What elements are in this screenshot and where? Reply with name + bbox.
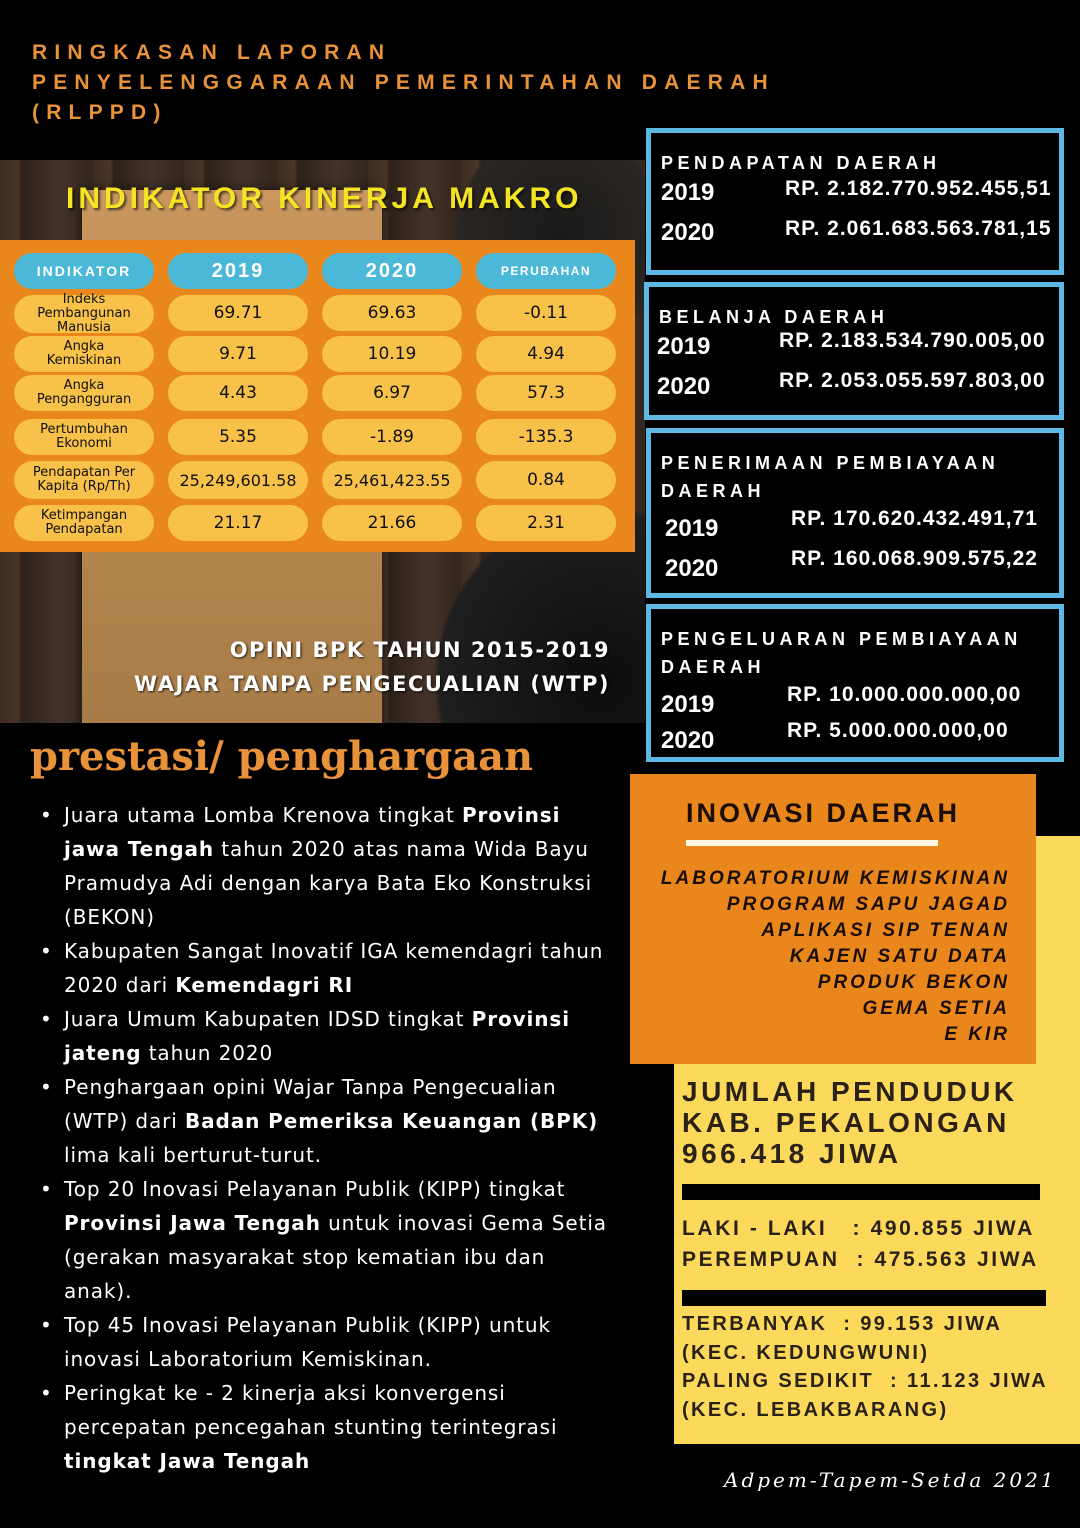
finance-row-2019 xyxy=(661,681,1049,717)
finance-row-2019 xyxy=(661,177,1052,217)
bullet-icon: • xyxy=(40,939,53,963)
finance-box-pendapatan xyxy=(646,128,1064,275)
prestasi-text: tahun 2020 xyxy=(141,1041,274,1065)
inovasi-list xyxy=(661,866,1010,1048)
finance-box-penerimaan-pembiayaan xyxy=(646,428,1064,598)
prestasi-item xyxy=(38,1172,618,1308)
row-ipm-2020: 69.63 xyxy=(322,295,462,331)
finance-year: 2019 xyxy=(665,515,719,542)
penduduk-title-line-1: JUMLAH PENDUDUK xyxy=(682,1076,1018,1107)
finance-row-2020 xyxy=(661,545,1049,585)
indikator-title: INDIKATOR KINERJA MAKRO xyxy=(66,182,583,215)
prestasi-text: Kabupaten Sangat Inovatif IGA kemendagri tahun 2020 dari xyxy=(64,939,604,997)
penduduk-title xyxy=(682,1076,1018,1169)
row-pengangguran-change: 57.3 xyxy=(476,375,616,411)
bullet-icon: • xyxy=(40,1075,53,1099)
prestasi-title: prestasi/ penghargaan xyxy=(30,733,534,780)
finance-amount: RP. 2.053.055.597.803,00 xyxy=(779,369,1046,392)
row-ketimpangan-2020: 21.66 xyxy=(322,505,462,541)
row-ketimpangan-2019: 21.17 xyxy=(168,505,308,541)
row-pengangguran-2019: 4.43 xyxy=(168,375,308,411)
finance-row-2020 xyxy=(661,217,1052,257)
report-title-line-1: RINGKASAN LAPORAN xyxy=(32,41,392,64)
prestasi-bold-text: Provinsi jawa Tengah xyxy=(64,803,561,861)
inovasi-item: KAJEN SATU DATA xyxy=(789,946,1010,967)
inovasi-item: E KIR xyxy=(944,1024,1010,1045)
row-ipm-change: -0.11 xyxy=(476,295,616,331)
prestasi-text: Top 20 Inovasi Pelayanan Publik (KIPP) tingkat xyxy=(64,1177,566,1201)
col-header-2020: 2020 xyxy=(322,253,462,289)
inovasi-item: APLIKASI SIP TENAN xyxy=(761,920,1010,941)
inovasi-item: GEMA SETIA xyxy=(862,998,1010,1019)
report-title-line-2: PENYELENGGARAAN PEMERINTAHAN DAERAH xyxy=(32,71,775,94)
finance-amount: RP. 10.000.000.000,00 xyxy=(787,683,1022,706)
inovasi-panel xyxy=(630,774,1036,1064)
finance-year: 2019 xyxy=(661,691,715,718)
row-label-ipm: Indeks Pembangunan Manusia xyxy=(14,295,154,333)
finance-box-pengeluaran-pembiayaan xyxy=(646,604,1064,762)
finance-row-2020 xyxy=(659,371,1049,411)
prestasi-text: Top 45 Inovasi Pelayanan Publik (KIPP) untuk inovasi Laboratorium Kemiskinan. xyxy=(64,1313,551,1371)
prestasi-item xyxy=(38,1070,618,1172)
prestasi-item xyxy=(38,1308,618,1376)
prestasi-text: Juara Umum Kabupaten IDSD tingkat xyxy=(64,1007,472,1031)
row-ipm-2019: 69.71 xyxy=(168,295,308,331)
row-label-pendapatan-per-kapita: Pendapatan Per Kapita (Rp/Th) xyxy=(14,461,154,499)
penduduk-perempuan: PEREMPUAN : 475.563 JIWA xyxy=(682,1248,1039,1271)
finance-title: PENERIMAAN PEMBIAYAAN DAERAH xyxy=(661,453,1000,501)
penduduk-terbanyak: TERBANYAK : 99.153 JIWA xyxy=(682,1313,1003,1335)
prestasi-text: Penghargaan opini Wajar Tanpa Pengecualian (WTP) dari xyxy=(64,1075,557,1133)
inovasi-item: PRODUK BEKON xyxy=(817,972,1010,993)
finance-title: BELANJA DAERAH xyxy=(659,307,889,327)
row-kemiskinan-change: 4.94 xyxy=(476,336,616,372)
report-title-line-3: (RLPPD) xyxy=(32,101,168,124)
row-kemiskinan-2020: 10.19 xyxy=(322,336,462,372)
finance-row-2020 xyxy=(661,717,1049,753)
row-label-pertumbuhan: Pertumbuhan Ekonomi xyxy=(14,419,154,455)
row-pendapatan-per-kapita-2019: 25,249,601.58 xyxy=(168,461,308,499)
finance-amount: RP. 2.183.534.790.005,00 xyxy=(779,329,1046,352)
prestasi-item xyxy=(38,1376,618,1478)
penduduk-title-line-2: KAB. PEKALONGAN xyxy=(682,1107,1010,1138)
prestasi-bold-text: Kemendagri RI xyxy=(175,973,354,997)
row-pendapatan-per-kapita-change: 0.84 xyxy=(476,461,616,499)
finance-amount: RP. 5.000.000.000,00 xyxy=(787,719,1009,742)
prestasi-bold-text: Provinsi jateng xyxy=(64,1007,570,1065)
footer-credit: Adpem-Tapem-Setda 2021 xyxy=(724,1468,1057,1492)
finance-year: 2019 xyxy=(657,333,711,360)
penduduk-paling-sedikit: PALING SEDIKIT : 11.123 JIWA xyxy=(682,1370,1048,1392)
prestasi-text: tahun 2020 atas nama Wida Bayu Pramudya Adi dengan karya Bata Eko Konstruksi (BEKON) xyxy=(64,837,593,929)
finance-row-2019 xyxy=(659,331,1049,371)
row-pertumbuhan-2019: 5.35 xyxy=(168,419,308,455)
penduduk-laki-laki: LAKI - LAKI : 490.855 JIWA xyxy=(682,1217,1035,1240)
col-header-2019: 2019 xyxy=(168,253,308,289)
row-label-ketimpangan: Ketimpangan Pendapatan xyxy=(14,505,154,541)
finance-year: 2019 xyxy=(661,179,715,206)
penduduk-total: 966.418 JIWA xyxy=(682,1138,902,1169)
row-kemiskinan-2019: 9.71 xyxy=(168,336,308,372)
finance-title: PENGELUARAN PEMBIAYAAN DAERAH xyxy=(661,629,1022,677)
prestasi-bold-text: Provinsi Jawa Tengah xyxy=(64,1211,321,1235)
penduduk-terbanyak-kecamatan: (KEC. KEDUNGWUNI) xyxy=(682,1342,930,1364)
opini-bpk-line-2: WAJAR TANPA PENGECUALIAN (WTP) xyxy=(134,672,610,696)
col-header-perubahan: PERUBAHAN xyxy=(476,253,616,289)
finance-year: 2020 xyxy=(661,219,715,246)
prestasi-text: untuk inovasi Gema Setia (gerakan masyarakat stop kematian ibu dan anak). xyxy=(64,1211,607,1303)
report-title xyxy=(32,38,775,128)
divider-bar xyxy=(682,1290,1046,1306)
row-pertumbuhan-2020: -1.89 xyxy=(322,419,462,455)
bullet-icon: • xyxy=(40,1381,53,1405)
row-ketimpangan-change: 2.31 xyxy=(476,505,616,541)
finance-row-2019 xyxy=(661,505,1049,545)
prestasi-item xyxy=(38,934,618,1002)
row-pertumbuhan-change: -135.3 xyxy=(476,419,616,455)
row-label-kemiskinan: Angka Kemiskinan xyxy=(14,336,154,372)
prestasi-bold-text: Badan Pemeriksa Keuangan (BPK) xyxy=(185,1109,599,1133)
finance-box-belanja xyxy=(644,282,1064,420)
bullet-icon: • xyxy=(40,1007,53,1031)
finance-year: 2020 xyxy=(661,727,715,754)
penduduk-paling-sedikit-kecamatan: (KEC. LEBAKBARANG) xyxy=(682,1399,949,1421)
bullet-icon: • xyxy=(40,803,53,827)
prestasi-text: Juara utama Lomba Krenova tingkat xyxy=(64,803,462,827)
finance-amount: RP. 160.068.909.575,22 xyxy=(791,547,1038,570)
prestasi-bold-text: tingkat Jawa Tengah xyxy=(64,1449,311,1473)
prestasi-item xyxy=(38,1002,618,1070)
inovasi-title: INOVASI DAERAH xyxy=(686,798,961,828)
indikator-table xyxy=(0,240,635,552)
finance-year: 2020 xyxy=(657,373,711,400)
inovasi-item: LABORATORIUM KEMISKINAN xyxy=(660,868,1010,889)
finance-year: 2020 xyxy=(665,555,719,582)
prestasi-item xyxy=(38,798,618,934)
row-pendapatan-per-kapita-2020: 25,461,423.55 xyxy=(322,461,462,499)
bullet-icon: • xyxy=(40,1177,53,1201)
finance-amount: RP. 2.061.683.563.781,15 xyxy=(785,217,1052,240)
opini-bpk-line-1: OPINI BPK TAHUN 2015-2019 xyxy=(229,638,610,662)
finance-amount: RP. 170.620.432.491,71 xyxy=(791,507,1038,530)
prestasi-text: Peringkat ke - 2 kinerja aksi konvergensi percepatan pencegahan stunting terintegrasi xyxy=(64,1381,558,1439)
divider-bar xyxy=(682,1184,1040,1200)
prestasi-text: lima kali berturut-turut. xyxy=(64,1143,322,1167)
inovasi-underline xyxy=(686,840,938,846)
finance-title: PENDAPATAN DAERAH xyxy=(661,153,941,173)
inovasi-item: PROGRAM SAPU JAGAD xyxy=(726,894,1010,915)
prestasi-list xyxy=(38,798,618,1478)
finance-amount: RP. 2.182.770.952.455,51 xyxy=(785,177,1052,200)
row-label-pengangguran: Angka Pengangguran xyxy=(14,375,154,411)
col-header-indikator: INDIKATOR xyxy=(14,253,154,289)
bullet-icon: • xyxy=(40,1313,53,1337)
row-pengangguran-2020: 6.97 xyxy=(322,375,462,411)
